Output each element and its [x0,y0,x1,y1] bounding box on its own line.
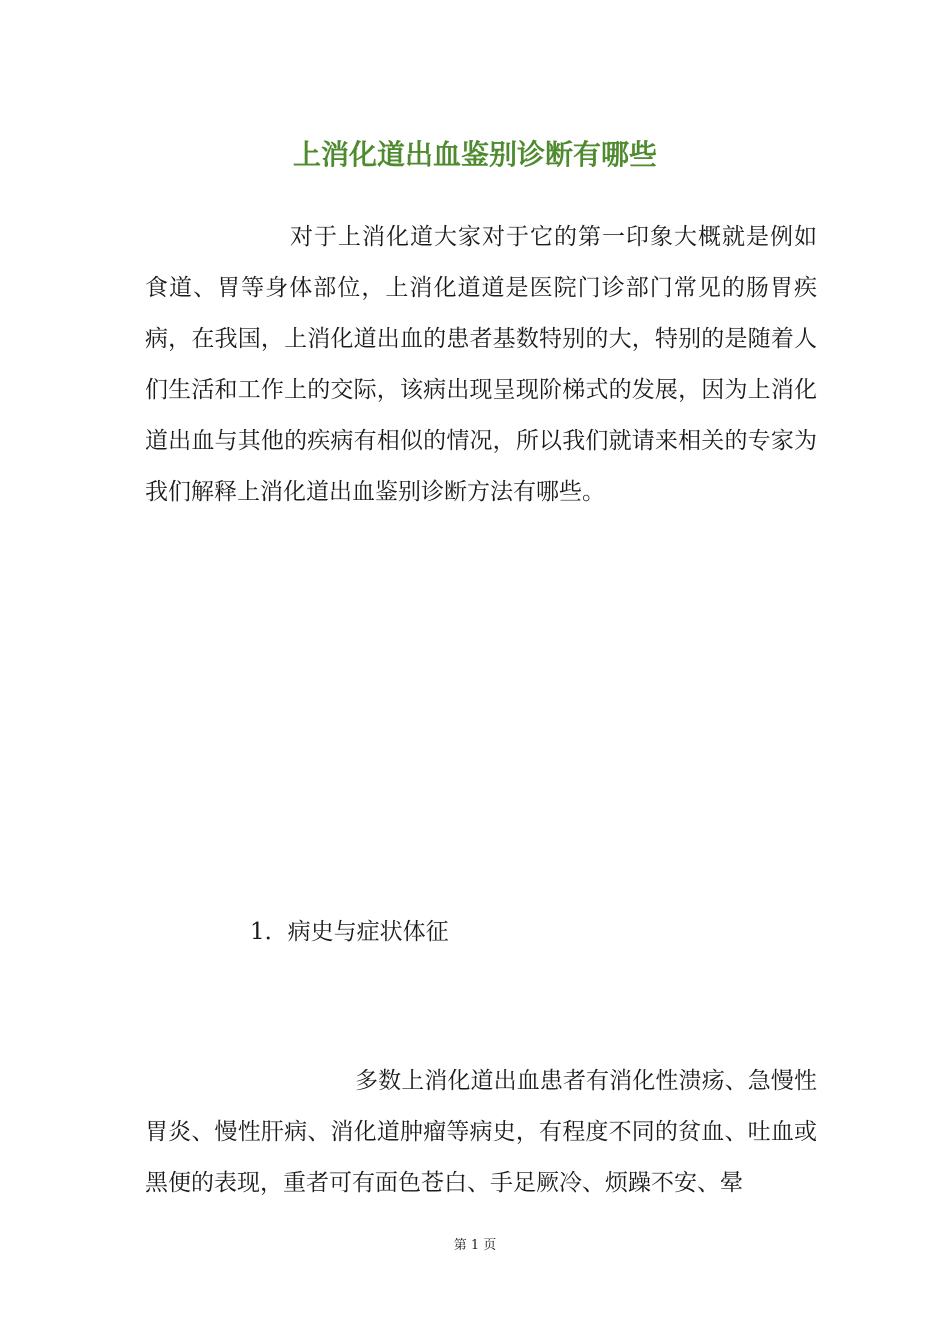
section-paragraph: 多数上消化道出血患者有消化性溃疡、急慢性胃炎、慢性肝病、消化道肿瘤等病史，有程度不同的贫血、吐血或黑便的表现，重者可有面色苍白、手足厥冷、烦躁不安、晕 [145,1068,817,1196]
page-number: 第 1 页 [453,1238,497,1253]
document-title: 上消化道出血鉴别诊断有哪些 [292,137,657,171]
intro-paragraph: 对于上消化道大家对于它的第一印象大概就是例如食道、胃等身体部位，上消化道道是医院门诊部门常见的肠胃疾病，在我国，上消化道出血的患者基数特别的大，特别的是随着人们生活和工作上的交际，该病出现呈现阶梯式的发展，因为上消化道出血与其他的疾病有相似的情况，所以我们就请来相关的专家为我们解释上消化道出血鉴别诊断方法有哪些。 [145,224,817,505]
section-heading: 1．病史与症状体征 [250,919,449,945]
